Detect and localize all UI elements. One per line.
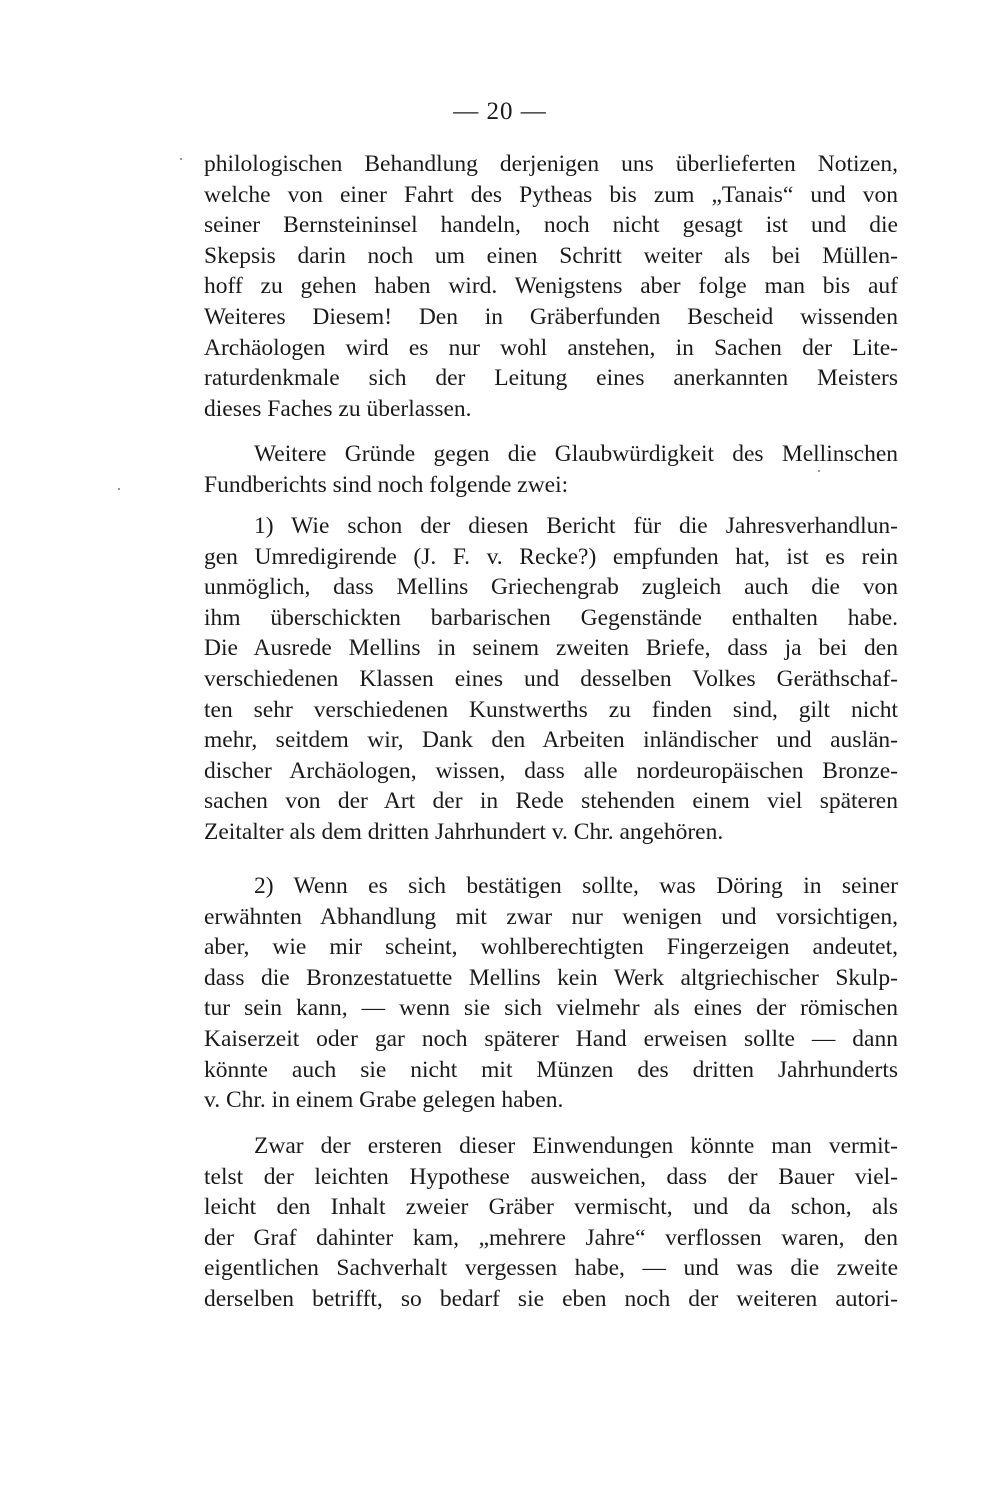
text-line: Weitere Gründe gegen die Glaubwürdigkeit des Mellinschen (254, 441, 898, 467)
text-line: derselben betrifft, so bedarf sie eben noch der weiteren autori- (204, 1285, 898, 1312)
text-line: aber, wie mir scheint, wohlberechtigten Fingerzeigen andeutet, (204, 934, 898, 961)
text-line: seiner Bernsteininsel handeln, noch nicht gesagt ist und die (204, 212, 898, 239)
text-line: Fundberichts sind noch folgende zwei: (204, 471, 569, 498)
text-line: eigentlichen Sachverhalt vergessen habe, — und was die zweite (204, 1255, 898, 1282)
text-line: gen Umredigirende (J. F. v. Recke?) empfunden hat, ist es rein (204, 543, 898, 570)
text-line: hoff zu gehen haben wird. Wenigstens aber folge man bis auf (204, 273, 898, 300)
text-line: v. Chr. in einem Grabe gelegen haben. (204, 1087, 564, 1114)
text-line: verschiedenen Klassen eines und desselben Volkes Geräthschaf- (204, 665, 898, 692)
text-line: philologischen Behandlung derjenigen uns überlieferten Notizen, (204, 151, 898, 177)
scan-speck (180, 158, 182, 160)
text-line: dieses Faches zu überlassen. (204, 395, 472, 422)
page-number: — 20 — (453, 98, 547, 125)
scan-speck (818, 470, 820, 472)
text-line: erwähnten Abhandlung mit zwar nur wenigen und vorsichtigen, (204, 903, 898, 930)
text-line: Archäologen wird es nur wohl anstehen, in Sachen der Lite- (204, 334, 898, 361)
text-line: sachen von der Art der in Rede stehenden einem viel späteren (204, 788, 898, 815)
paragraph-2 (204, 439, 898, 500)
paragraph-5 (204, 1131, 898, 1315)
text-line: Zwar der ersteren dieser Einwendungen könnte man vermit- (254, 1133, 898, 1159)
text-line: ten sehr verschiedenen Kunstwerths zu finden sind, gilt nicht (204, 696, 898, 723)
text-line: der Graf dahinter kam, „mehrere Jahre“ verflossen waren, den (204, 1224, 898, 1251)
text-line: telst der leichten Hypothese ausweichen, dass der Bauer viel- (204, 1163, 898, 1190)
text-line: discher Archäologen, wissen, dass alle nordeuropäischen Bronze- (204, 757, 898, 784)
text-line: mehr, seitdem wir, Dank den Arbeiten inländischer und auslän- (204, 727, 898, 754)
text-line: tur sein kann, — wenn sie sich vielmehr als eines der römischen (204, 995, 898, 1022)
text-line: Zeitalter als dem dritten Jahrhundert v. Chr. angehören. (204, 818, 724, 845)
paragraph-4 (204, 871, 898, 1116)
text-line: Kaiserzeit oder gar noch späterer Hand erweisen sollte — dann (204, 1025, 898, 1052)
paragraph-1 (204, 149, 898, 424)
text-line: könnte auch sie nicht mit Münzen des dritten Jahrhunderts (204, 1056, 898, 1083)
text-line: welche von einer Fahrt des Pytheas bis zum „Tanais“ und von (204, 181, 898, 208)
text-line: Die Ausrede Mellins in seinem zweiten Briefe, dass ja bei den (204, 635, 898, 662)
scan-speck (118, 488, 120, 490)
text-line: dass die Bronzestatuette Mellins kein Werk altgriechischer Skulp- (204, 964, 898, 991)
text-line: Skepsis darin noch um einen Schritt weiter als bei Müllen- (204, 242, 898, 269)
text-line: ihm überschickten barbarischen Gegenstände enthalten habe. (204, 604, 898, 631)
text-line: unmöglich, dass Mellins Griechengrab zugleich auch die von (204, 574, 898, 601)
text-line: 1) Wie schon der diesen Bericht für die Jahresverhandlun- (254, 513, 898, 539)
text-line: 2) Wenn es sich bestätigen sollte, was Döring in seiner (254, 873, 898, 899)
text-line: leicht den Inhalt zweier Gräber vermischt, und da schon, als (204, 1194, 898, 1221)
text-line: raturdenkmale sich der Leitung eines anerkannten Meisters (204, 365, 898, 392)
paragraph-3 (204, 511, 898, 848)
text-line: Weiteres Diesem! Den in Gräberfunden Bescheid wissenden (204, 303, 898, 330)
